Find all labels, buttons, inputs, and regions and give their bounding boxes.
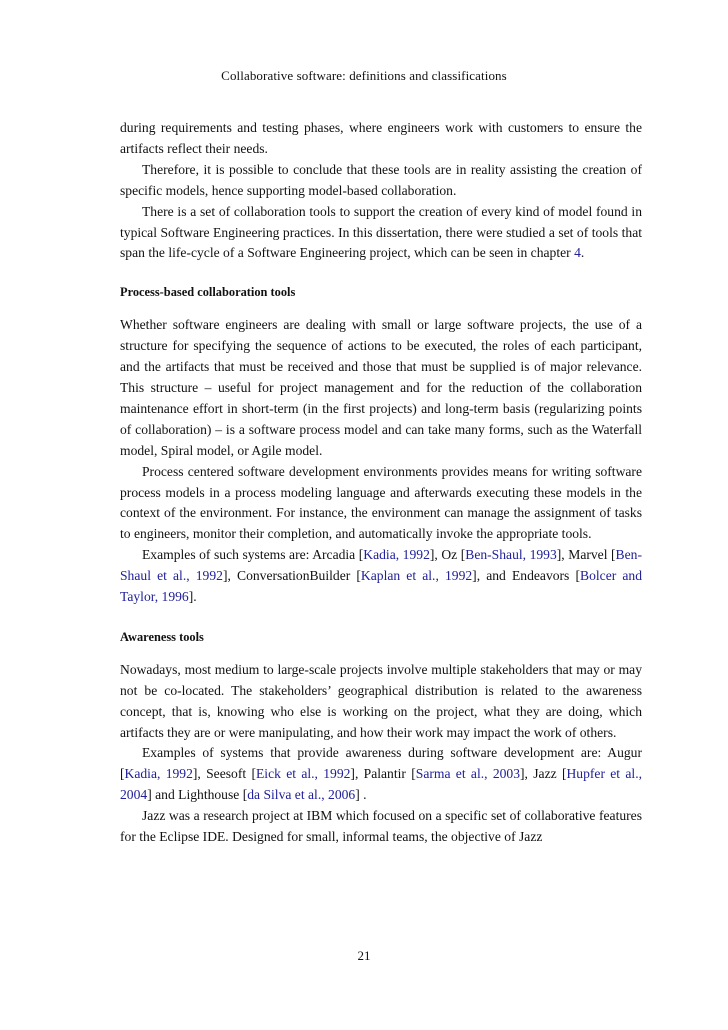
page-number: 21 <box>357 948 371 963</box>
intro-paragraph-3-end: . <box>580 245 585 261</box>
process-p3-text-2: ], Oz [ <box>429 547 466 563</box>
awareness-paragraph-2 <box>120 743 642 806</box>
awareness-p2-text-6: ] . <box>355 787 367 803</box>
chapter-reference-link[interactable]: 4 <box>574 245 581 261</box>
process-paragraph-1: Whether software engineers are dealing with small or large software projects, the use of a structure for specifying the sequence of actions to be executed, the roles of each participant, and the artifacts that must be received and those that must be supplied is of major relevance. This structure – useful for project management and for the reduction of the collaboration maintenance effort in short-term (in the first projects) and long-term basis (regularizing points of collaboration) – is a software process model and can take many forms, such as the Waterfall model, Spiral model, or Agile model. <box>120 317 642 458</box>
citation-link[interactable]: Ben-Shaul et al., 1992 <box>120 547 642 584</box>
awareness-p2-text-5: ] and Lighthouse [ <box>147 787 248 803</box>
process-p3-text-4: ], ConversationBuilder [ <box>222 568 361 584</box>
citation-link[interactable]: Kaplan et al., 1992 <box>360 568 473 584</box>
section-heading-process: Process-based collaboration tools <box>120 285 296 300</box>
citation-link[interactable]: Ben-Shaul, 1993 <box>465 547 557 563</box>
body-text <box>120 118 642 848</box>
process-p3-text-3: ], Marvel [ <box>556 547 616 563</box>
citation-link[interactable]: Bolcer and Taylor, 1996 <box>120 568 643 605</box>
process-paragraph-2: Process centered software development environments provides means for writing software process models in a process modeling language and afterwards executing these models in the context of the environment. For instance, the environment can manage the assignment of tasks to engineers, monitor their completion, and automatically invoke the appropriate tools. <box>120 463 642 542</box>
citation-link[interactable]: Sarma et al., 2003 <box>415 766 521 782</box>
intro-paragraph-3-text: There is a set of collaboration tools to support the creation of every kind of model found in typical Software Engineering practices. In this dissertation, there were studied a set of tools that span the life-cycle of a Software Engineering project, which can be seen in chapter <box>120 203 642 261</box>
process-p3-text-1: Examples of such systems are: Arcadia [ <box>142 547 364 563</box>
awareness-p2-text-2: ], Seesoft [ <box>192 766 256 782</box>
awareness-p2-text-4: ], Jazz [ <box>520 766 567 782</box>
process-p3-text-5: ], and Endeavors [ <box>472 568 581 584</box>
citation-link[interactable]: da Silva et al., 2006 <box>247 787 356 803</box>
awareness-paragraph-3: Jazz was a research project at IBM which focused on a specific set of collaborative features for the Eclipse IDE. Designed for small, informal teams, the objective of Jazz <box>120 808 642 845</box>
citation-link[interactable]: Kadia, 1992 <box>363 547 430 563</box>
awareness-paragraph-1: Nowadays, most medium to large-scale projects involve multiple stakeholders that may or may not be co-located. The stakeholders’ geographical distribution is related to the awareness concept, that is, knowing who else is working on the project, what they are doing, which artifacts they are or were manipulating, and how their work may impact the work of others. <box>120 661 642 740</box>
intro-paragraph-3 <box>120 202 642 265</box>
citation-link[interactable]: Hupfer et al., 2004 <box>120 766 642 803</box>
intro-paragraph-1: during requirements and testing phases, where engineers work with customers to ensure the artifacts reflect their needs. <box>120 120 642 156</box>
running-header: Collaborative software: definitions and classifications <box>221 68 507 83</box>
citation-link[interactable]: Kadia, 1992 <box>124 766 193 782</box>
intro-paragraph-2: Therefore, it is possible to conclude that these tools are in reality assisting the creation of specific models, hence supporting model-based collaboration. <box>120 161 642 198</box>
citation-link[interactable]: Eick et al., 1992 <box>255 766 351 782</box>
awareness-p2-text-1: Examples of systems that provide awareness during software development are: Augur [ <box>120 745 642 782</box>
section-heading-awareness: Awareness tools <box>120 629 204 644</box>
awareness-p2-text-3: ], Palantir [ <box>350 766 416 782</box>
process-paragraph-3 <box>120 545 642 608</box>
process-p3-text-6: ]. <box>188 589 197 605</box>
